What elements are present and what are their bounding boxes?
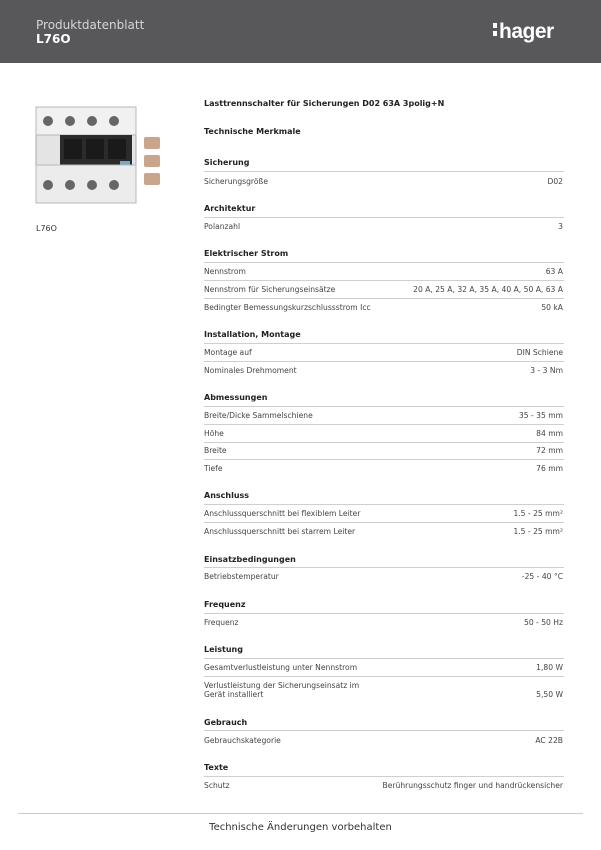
divider (204, 776, 564, 777)
image-caption: L76O (36, 224, 57, 233)
divider (204, 217, 564, 218)
divider (204, 658, 564, 659)
divider (204, 613, 564, 614)
divider (204, 406, 564, 407)
divider (204, 442, 564, 443)
section-title: Gebrauch (204, 718, 248, 727)
divider (204, 343, 564, 344)
section-title: Abmessungen (204, 393, 268, 402)
divider (204, 676, 564, 677)
section-title: Frequenz (204, 600, 246, 609)
divider (204, 459, 564, 460)
footer-note: Technische Änderungen vorbehalten (209, 822, 392, 833)
divider (204, 262, 564, 263)
header-label: Produktdatenblatt (36, 18, 145, 32)
section-title: Texte (204, 763, 229, 772)
divider (204, 567, 564, 568)
divider (204, 424, 564, 425)
divider (204, 361, 564, 362)
section-title: Anschluss (204, 491, 250, 500)
divider (204, 298, 564, 299)
product-title: Lasttrennschalter für Sicherungen D02 63A 3polig+N (204, 99, 445, 108)
hager-logo (493, 20, 554, 44)
divider (204, 504, 564, 505)
divider (204, 171, 564, 172)
section-title: Elektrischer Strom (204, 249, 289, 258)
section-title: Leistung (204, 645, 243, 654)
technical-features-heading: Technische Merkmale (204, 127, 301, 136)
section-title: Einsatzbedingungen (204, 555, 296, 564)
divider (204, 280, 564, 281)
product-code: L76O (36, 32, 71, 46)
divider (204, 522, 564, 523)
section-title: Sicherung (204, 158, 250, 167)
section-title: Installation, Montage (204, 330, 301, 339)
logo-colon-icon (493, 20, 497, 39)
product-image (34, 99, 164, 205)
footer-divider (18, 813, 583, 814)
page-header (0, 0, 601, 63)
section-title: Architektur (204, 204, 256, 213)
logo-text: hager (499, 20, 554, 43)
spec-row: Verlustleistung der Sicherungseinsatz im Gerät installiert 5,50 W (204, 681, 563, 699)
divider (204, 730, 564, 731)
